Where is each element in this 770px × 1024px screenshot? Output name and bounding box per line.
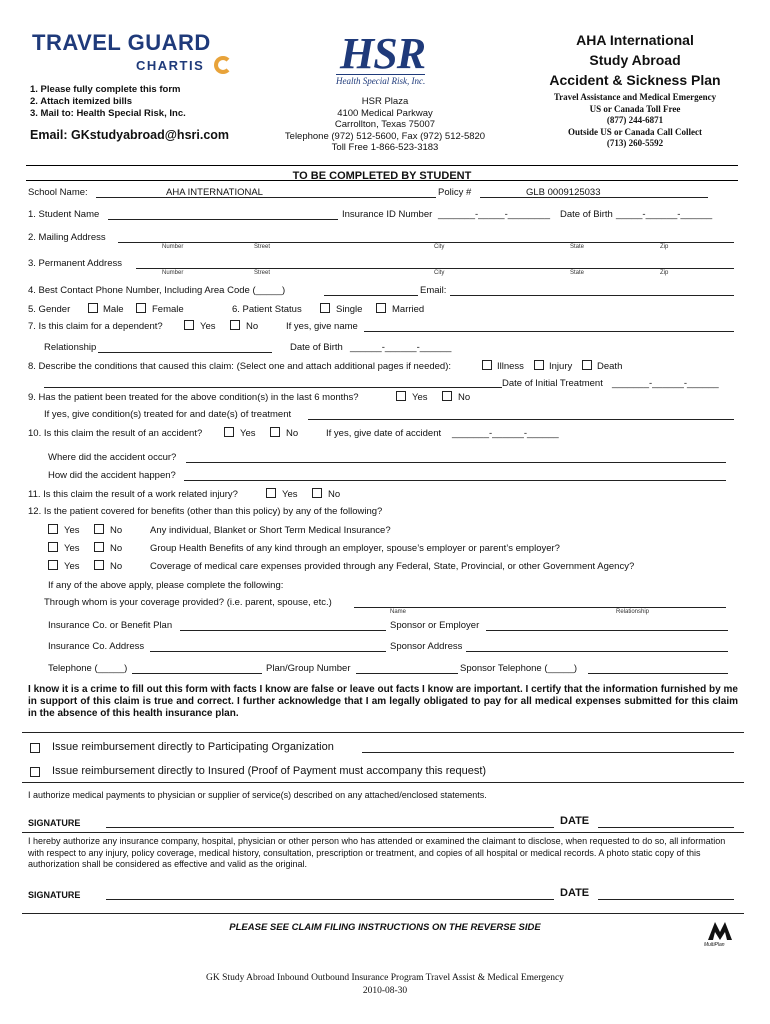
assist-line-1: Travel Assistance and Medical Emergency — [553, 92, 717, 102]
injury-checkbox[interactable] — [534, 360, 544, 370]
signature-label-1: SIGNATURE — [28, 818, 81, 828]
male-checkbox[interactable] — [88, 303, 98, 313]
q7-label: 7. Is this claim for a dependent? — [28, 321, 163, 332]
telephone-field[interactable] — [132, 663, 262, 674]
plan-number-label: Plan/Group Number — [266, 663, 351, 674]
addr2-sub-zip: Zip — [660, 270, 669, 276]
initial-treatment-label: Date of Initial Treatment — [502, 378, 603, 389]
dependent-yes-label: Yes — [200, 321, 216, 332]
accident-no-label: No — [286, 428, 299, 439]
address-line-4: Telephone (972) 512-5600, Fax (972) 512-5820 — [284, 130, 486, 142]
cov3-text: Coverage of medical care expenses provided through any Federal, State, Provincial, or other Government Agency? — [150, 561, 635, 572]
through-label: Through whom is your coverage provided? (i.e. parent, spouse, etc.) — [44, 597, 332, 608]
dob-field[interactable]: _____-______-______ — [616, 209, 713, 220]
plan-title-2: Study Abroad — [589, 52, 681, 68]
dependent-name-field[interactable] — [364, 321, 734, 332]
q9-label: 9. Has the patient been treated for the above condition(s) in the last 6 months? — [28, 392, 359, 403]
injury-label: Injury — [549, 361, 573, 372]
cov1-no-label: No — [110, 525, 123, 536]
cov3-yes-label: Yes — [64, 561, 80, 572]
insurance-address-label: Insurance Co. Address — [48, 641, 145, 652]
certification-text: I know it is a crime to fill out this form with facts I know are false or leave out facts I know are important. I certify that the information furnished by me in support of this claim is true and correct. I further acknowledge that I am legally obligated to pay for all medical expenses submitted for this claim in the absence of this health insurance plan. — [28, 684, 738, 719]
accident-date-label: If yes, give date of accident — [326, 428, 442, 439]
addr-sub-city: City — [434, 244, 445, 250]
treatment-field[interactable] — [308, 409, 734, 420]
accident-date-field[interactable]: _______-______-______ — [452, 428, 559, 439]
plan-title — [530, 30, 740, 90]
name-sub: Name — [390, 609, 407, 615]
assist-line-4: Outside US or Canada Call Collect — [567, 126, 703, 137]
address-line-2: 4100 Medical Parkway — [337, 107, 433, 119]
how-field[interactable] — [184, 470, 726, 481]
section-title: TO BE COMPLETED BY STUDENT — [292, 170, 472, 182]
cov1-no-checkbox[interactable] — [94, 524, 104, 534]
phone-field[interactable] — [324, 285, 418, 296]
addr-sub-zip: Zip — [660, 244, 669, 250]
cov2-yes-label: Yes — [64, 543, 80, 554]
treated-no-label: No — [458, 392, 471, 403]
insurance-address-field[interactable] — [150, 641, 386, 652]
sponsor-address-field[interactable] — [466, 641, 728, 652]
work-no-checkbox[interactable] — [312, 488, 322, 498]
chartis-logo: CHARTIS — [136, 58, 205, 73]
dependent-dob-label: Date of Birth — [290, 342, 343, 353]
work-no-label: No — [328, 489, 341, 500]
student-name-field[interactable] — [108, 209, 338, 220]
cov2-no-checkbox[interactable] — [94, 542, 104, 552]
dependent-no-checkbox[interactable] — [230, 320, 240, 330]
through-field[interactable] — [354, 597, 726, 608]
cov3-yes-checkbox[interactable] — [48, 560, 58, 570]
school-name-value: AHA INTERNATIONAL — [166, 187, 263, 198]
dob-label: Date of Birth — [560, 209, 613, 220]
single-checkbox[interactable] — [320, 303, 330, 313]
date-label-1: DATE — [560, 815, 590, 827]
insurance-co-label: Insurance Co. or Benefit Plan — [48, 620, 173, 631]
initial-treatment-field[interactable]: _______-______-______ — [612, 378, 719, 389]
address-line-5: Toll Free 1-866-523-3183 — [331, 142, 439, 153]
illness-checkbox[interactable] — [482, 360, 492, 370]
if-any-label: If any of the above apply, please complete the following: — [48, 580, 284, 591]
assist-line-2: US or Canada Toll Free — [589, 103, 681, 114]
accident-no-checkbox[interactable] — [270, 427, 280, 437]
dependent-yes-checkbox[interactable] — [184, 320, 194, 330]
q4-label: 4. Best Contact Phone Number, Including Area Code (_____) — [28, 285, 286, 296]
q3-label: 3. Permanent Address — [28, 258, 122, 269]
sponsor-address-label: Sponsor Address — [390, 641, 463, 652]
cov1-text: Any individual, Blanket or Short Term Medical Insurance? — [150, 525, 391, 536]
assist-line-5: (713) 260-5592 — [606, 138, 664, 148]
signature-label-2: SIGNATURE — [28, 890, 81, 900]
email-label: Email: — [420, 285, 447, 296]
how-label: How did the accident happen? — [48, 470, 176, 481]
assistance-info — [520, 92, 750, 150]
cov3-no-checkbox[interactable] — [94, 560, 104, 570]
signature-field-2[interactable] — [106, 888, 554, 900]
dependent-ifyes-label: If yes, give name — [286, 321, 358, 332]
married-label: Married — [392, 304, 425, 315]
female-checkbox[interactable] — [136, 303, 146, 313]
sponsor-field[interactable] — [486, 620, 728, 631]
travel-guard-logo: TRAVEL GUARD — [32, 30, 211, 55]
relationship-sub: Relationship — [616, 609, 650, 615]
work-yes-label: Yes — [282, 489, 298, 500]
q9-ifyes-label: If yes, give condition(s) treated for and date(s) of treatment — [44, 409, 292, 420]
treated-yes-label: Yes — [412, 392, 428, 403]
single-label: Single — [336, 304, 363, 315]
reimb-insured-label: Issue reimbursement directly to Insured (Proof of Payment must accompany this request) — [52, 765, 487, 777]
where-label: Where did the accident occur? — [48, 452, 177, 463]
email-line: Email: GKstudyabroad@hsri.com — [30, 128, 230, 142]
cov2-text: Group Health Benefits of any kind through an employer, spouse’s employer or parent’s employer? — [150, 543, 560, 554]
assist-line-3: (877) 244-6871 — [606, 115, 664, 125]
q2-label: 2. Mailing Address — [28, 232, 106, 243]
conditions-field[interactable] — [44, 377, 502, 388]
accident-yes-checkbox[interactable] — [224, 427, 234, 437]
footer-title: GK Study Abroad Inbound Outbound Insurance Program Travel Assist & Medical Emergency — [206, 973, 564, 983]
q11-label: 11. Is this claim the result of a work related injury? — [28, 489, 238, 500]
sponsor-label: Sponsor or Employer — [390, 620, 480, 631]
cov1-yes-label: Yes — [64, 525, 80, 536]
policy-label: Policy # — [438, 187, 472, 198]
reimb-org-field[interactable] — [362, 741, 734, 753]
policy-value: GLB 0009125033 — [526, 187, 601, 198]
addr-sub-number: Number — [162, 244, 184, 250]
cov2-no-label: No — [110, 543, 123, 554]
where-field[interactable] — [186, 452, 726, 463]
addr-sub-street: Street — [254, 244, 271, 250]
dependent-no-label: No — [246, 321, 259, 332]
hsr-address — [270, 96, 500, 154]
q6-label: 6. Patient Status — [232, 304, 302, 315]
death-checkbox[interactable] — [582, 360, 592, 370]
address-line-1: HSR Plaza — [361, 96, 409, 107]
q5-label: 5. Gender — [28, 304, 71, 315]
addr2-sub-number: Number — [162, 270, 184, 276]
authorize-disclosure-text: I hereby authorize any insurance company, hospital, physician or other person who has attended or examined the claimant to disclose, when requested to do so, all information with respect to any injury, policy coverage, medical history, consultation, prescription or treatment, and copies of all hospital or medical records. A photo static copy of this authorization shall be considered as effective and valid as the original. — [28, 836, 726, 869]
sig-divider — [22, 832, 744, 833]
addr-sub-state: State — [570, 244, 585, 250]
email-field[interactable] — [450, 285, 734, 296]
signature-field-1[interactable] — [106, 816, 554, 828]
addr2-sub-street: Street — [254, 270, 271, 276]
addr2-sub-city: City — [434, 270, 445, 276]
sponsor-telephone-label: Sponsor Telephone (_____) — [460, 663, 578, 674]
q12-label: 12. Is the patient covered for benefits (other than this policy) by any of the following? — [28, 506, 383, 517]
multiplan-logo-icon — [706, 918, 734, 942]
accident-yes-label: Yes — [240, 428, 256, 439]
illness-label: Illness — [497, 361, 524, 372]
instruction-1: 1. Please fully complete this form — [30, 84, 181, 95]
instructions — [30, 84, 186, 120]
cov1-yes-checkbox[interactable] — [48, 524, 58, 534]
addr2-sub-state: State — [570, 270, 585, 276]
insurance-id-field[interactable]: _______-_____-________ — [438, 209, 550, 220]
insurance-co-field[interactable] — [180, 620, 386, 631]
male-label: Male — [103, 304, 124, 315]
cov2-yes-checkbox[interactable] — [48, 542, 58, 552]
telephone-label: Telephone (_____) — [48, 663, 128, 674]
reverse-side-note: PLEASE SEE CLAIM FILING INSTRUCTIONS ON THE REVERSE SIDE — [229, 922, 541, 933]
sponsor-telephone-field[interactable] — [588, 663, 728, 674]
q8-label: 8. Describe the conditions that caused this claim: (Select one and attach additional pages if needed): — [28, 361, 452, 372]
cov3-no-label: No — [110, 561, 123, 572]
address-line-3: Carrollton, Texas 75007 — [334, 119, 436, 130]
hsr-logo: HSR — [340, 29, 426, 78]
q10-label: 10. Is this claim the result of an accident? — [28, 428, 203, 439]
dependent-dob-field[interactable]: ______-______-______ — [350, 342, 452, 353]
treated-no-checkbox[interactable] — [442, 391, 452, 401]
school-name-field[interactable] — [96, 187, 436, 198]
chartis-mark-icon — [214, 56, 232, 74]
relationship-label: Relationship — [44, 342, 97, 353]
q1-label: 1. Student Name — [28, 209, 100, 220]
plan-number-field[interactable] — [356, 663, 458, 674]
relationship-field[interactable] — [98, 342, 272, 353]
insurance-id-label: Insurance ID Number — [342, 209, 433, 220]
treated-yes-checkbox[interactable] — [396, 391, 406, 401]
school-name-label: School Name: — [28, 187, 88, 198]
section-header — [26, 165, 738, 181]
reimb-org-label: Issue reimbursement directly to Participating Organization — [52, 741, 334, 753]
reimb-insured-checkbox[interactable] — [30, 767, 40, 777]
reimb-org-checkbox[interactable] — [30, 743, 40, 753]
reimb-divider — [22, 782, 744, 783]
female-label: Female — [152, 304, 184, 315]
instruction-2: 2. Attach itemized bills — [30, 96, 133, 107]
plan-title-3: Accident & Sickness Plan — [549, 72, 721, 88]
date-field-1[interactable] — [598, 816, 734, 828]
work-yes-checkbox[interactable] — [266, 488, 276, 498]
death-label: Death — [597, 361, 623, 372]
plan-title-1: AHA International — [576, 32, 694, 48]
married-checkbox[interactable] — [376, 303, 386, 313]
authorize-payments-text: I authorize medical payments to physician or supplier of service(s) described on any attached/enclosed statements. — [28, 790, 487, 800]
hsr-subtitle: Health Special Risk, Inc. — [336, 76, 426, 86]
date-label-2: DATE — [560, 887, 590, 899]
multiplan-logo-text: MultiPlan — [704, 942, 725, 948]
instruction-3: 3. Mail to: Health Special Risk, Inc. — [30, 108, 186, 119]
permanent-address-field[interactable] — [136, 258, 734, 269]
date-field-2[interactable] — [598, 888, 734, 900]
footer-date: 2010-08-30 — [362, 986, 408, 996]
mailing-address-field[interactable] — [118, 232, 734, 243]
